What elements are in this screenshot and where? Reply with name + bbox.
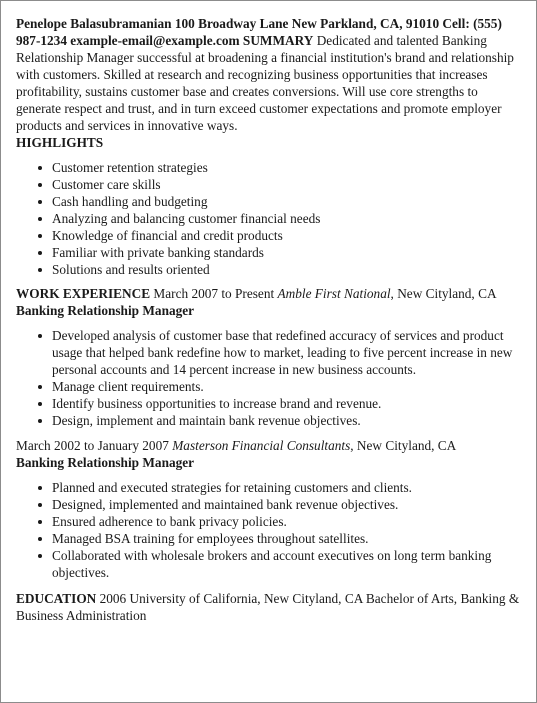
job-1-company: Amble First National bbox=[277, 286, 391, 301]
education-degree: Bachelor of Arts, Banking & Business Administration bbox=[16, 591, 520, 623]
list-item: Managed BSA training for employees throughout satellites. bbox=[52, 530, 523, 547]
education-heading: EDUCATION bbox=[16, 591, 97, 606]
header-summary-paragraph bbox=[16, 15, 523, 134]
job-2-title: Banking Relationship Manager bbox=[16, 455, 195, 470]
work-experience-heading: WORK EXPERIENCE bbox=[16, 286, 151, 301]
list-item: Solutions and results oriented bbox=[52, 261, 523, 278]
highlights-heading-line bbox=[16, 134, 523, 151]
list-item: Design, implement and maintain bank revenue objectives. bbox=[52, 412, 523, 429]
job-1-dates: March 2007 to Present bbox=[153, 286, 275, 301]
resume-content bbox=[16, 15, 523, 624]
job-2-duties-list bbox=[16, 479, 523, 581]
education-year: 2006 bbox=[99, 591, 127, 606]
list-item: Familiar with private banking standards bbox=[52, 244, 523, 261]
job-2-location: , New Cityland, CA bbox=[350, 438, 457, 453]
list-item: Ensured adherence to bank privacy policies. bbox=[52, 513, 523, 530]
job-1-header bbox=[16, 285, 523, 319]
list-item: Cash handling and budgeting bbox=[52, 193, 523, 210]
education-school: University of California, New Cityland, CA bbox=[129, 591, 363, 606]
summary-heading: SUMMARY bbox=[242, 33, 314, 48]
education-section bbox=[16, 590, 523, 624]
list-item: Collaborated with wholesale brokers and account executives on long term banking objectives. bbox=[52, 547, 523, 581]
job-1-duties-list bbox=[16, 327, 523, 429]
highlights-list bbox=[16, 159, 523, 278]
highlights-heading: HIGHLIGHTS bbox=[16, 135, 104, 150]
list-item: Analyzing and balancing customer financial needs bbox=[52, 210, 523, 227]
job-1-title: Banking Relationship Manager bbox=[16, 303, 195, 318]
job-2-header bbox=[16, 437, 523, 471]
summary-text: Dedicated and talented Banking Relationship Manager successful at broadening a financial institution's brand and relationship with customers. Skilled at research and recognizing business opportunities that increases profitability, sustains customer base and creates conversions. Will use core strengths to generate respect and trust, and in turn exceed customer expectations and promote employer products and services in innovative ways. bbox=[16, 33, 514, 133]
candidate-name: Penelope Balasubramanian bbox=[16, 16, 172, 31]
list-item: Customer retention strategies bbox=[52, 159, 523, 176]
list-item: Customer care skills bbox=[52, 176, 523, 193]
candidate-email: example-email@example.com bbox=[70, 33, 240, 48]
job-1-location: , New Cityland, CA bbox=[390, 286, 496, 301]
job-2-dates: March 2002 to January 2007 bbox=[16, 438, 169, 453]
list-item: Manage client requirements. bbox=[52, 378, 523, 395]
job-2-company: Masterson Financial Consultants bbox=[172, 438, 351, 453]
candidate-address: 100 Broadway Lane New Parkland, CA, 91010 bbox=[174, 16, 440, 31]
list-item: Knowledge of financial and credit products bbox=[52, 227, 523, 244]
list-item: Designed, implemented and maintained bank revenue objectives. bbox=[52, 496, 523, 513]
list-item: Identify business opportunities to increase brand and revenue. bbox=[52, 395, 523, 412]
candidate-phone: Cell: (555) 987-1234 bbox=[16, 16, 502, 48]
list-item: Planned and executed strategies for retaining customers and clients. bbox=[52, 479, 523, 496]
list-item: Developed analysis of customer base that redefined accuracy of services and product usage that helped bank redefine how to market, leading to five percent increase in new personal accounts and 14 percent increase in new business accounts. bbox=[52, 327, 523, 378]
